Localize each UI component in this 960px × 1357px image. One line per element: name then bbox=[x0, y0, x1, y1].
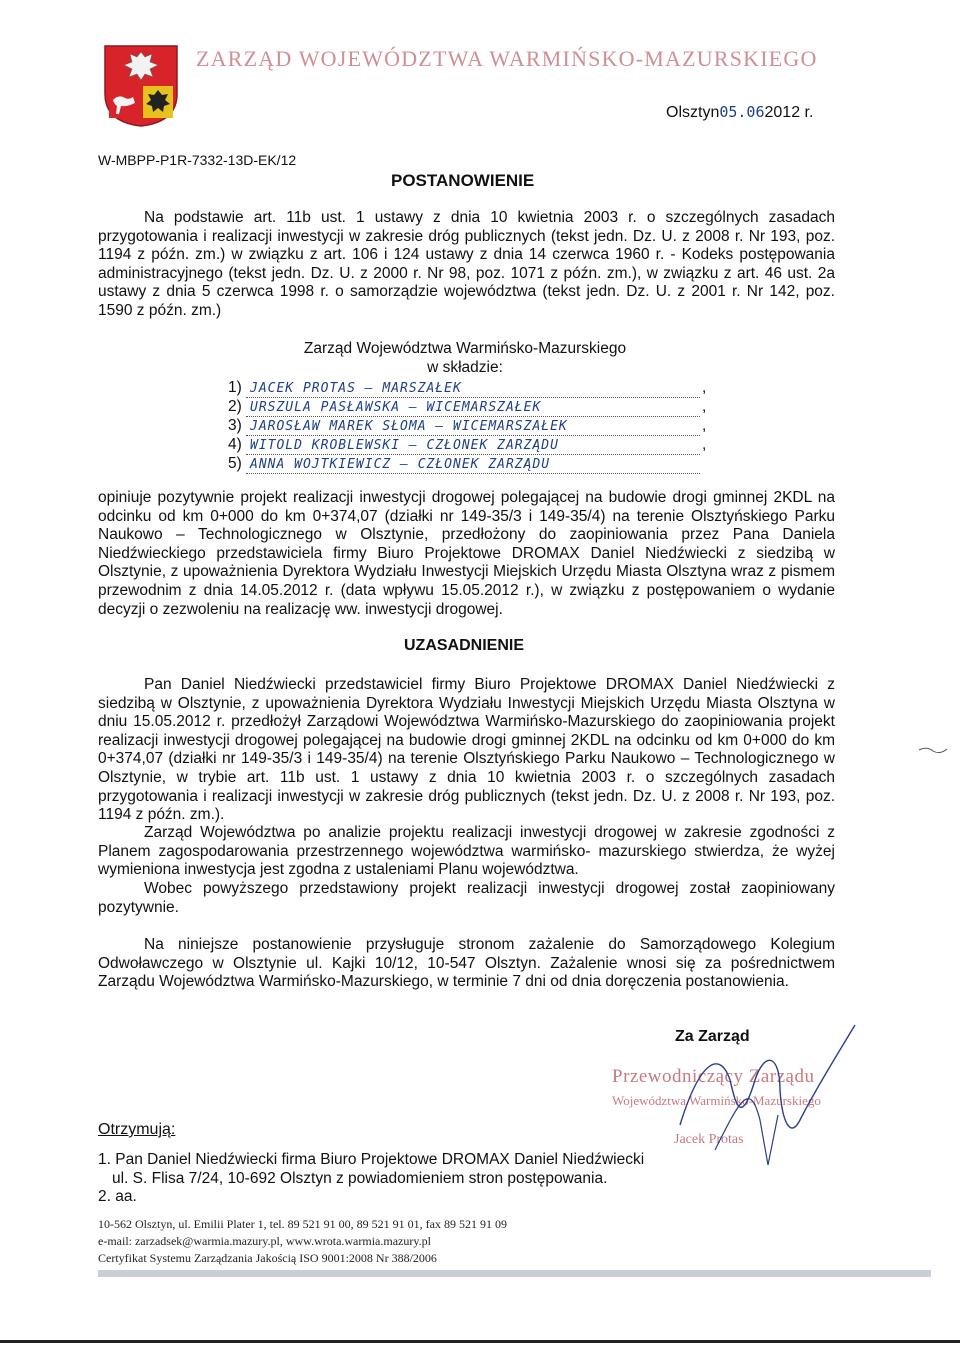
justification-text-2: Zarząd Województwa po analizie projektu realizacji inwestycji drogowej w zakresie zgodności z Planem zagospodarowania przestrzennego województwa warmińsko- mazurskiego stwierdza, że wyżej wymieniona inwestycja jest zgodna z ustaleniami Planu województwa. bbox=[98, 824, 835, 879]
margin-mark-icon bbox=[918, 745, 948, 755]
member-signature: JAROSŁAW MAREK SŁOMA – WICEMARSZAŁEK bbox=[246, 419, 700, 436]
justification-text-1: Pan Daniel Niedźwiecki przedstawiciel firmy Biuro Projektowe DROMAX Daniel Niedźwiecki z siedzibą w Olsztynie, z upoważnienia Dyrektora Wydziału Inwestycji Miejskich Urzędu Miasta Olsztyna w dniu 15.05.2012 r. przedłożył Zarządowi Województwa Warmińsko-Mazurskiego do zaopiniowania projekt realizacji inwestycji drogowej polegającej na budowie drogi gminnej 2KDL na odcinku od km 0+000 do km 0+374,07 (działki nr 149-35/3 i 149-35/4) na terenie Olsztyńskiego Parku Naukowo – Technologicznego w Olsztynie, w trybie art. 11b ust. 1 ustawy z dnia 10 kwietnia 2003 r. o szczególnych zasadach przygotowania i realizacji inwestycji w zakresie dróg publicznych (tekst jedn. Dz. U. z 2008 r. Nr 193, poz. 1194 z późn. zm.). bbox=[98, 676, 835, 824]
member-number: 2) bbox=[228, 398, 242, 415]
member-tail: , bbox=[702, 417, 707, 434]
for-board-label: Za Zarząd bbox=[675, 1028, 750, 1045]
legal-basis-paragraph bbox=[98, 209, 835, 321]
recipient-1-line-1: 1. Pan Daniel Niedźwiecki firma Biuro Projektowe DROMAX Daniel Niedźwiecki bbox=[98, 1151, 645, 1168]
member-signature: JACEK PROTAS – MARSZAŁEK bbox=[246, 381, 700, 398]
board-member-5 bbox=[228, 455, 702, 475]
footer-contact: e-mail: zarzadsek@warmia.mazury.pl, www.wrota.warmia.mazury.pl bbox=[98, 1234, 431, 1248]
place: Olsztyn bbox=[666, 104, 720, 121]
recipient-1 bbox=[98, 1150, 644, 1188]
board-member-4 bbox=[228, 436, 706, 456]
handwritten-signature-icon bbox=[640, 1020, 860, 1170]
scan-edge-line bbox=[0, 1340, 960, 1343]
office-name: ZARZĄD WOJEWÓDZTWA WARMIŃSKO-MAZURSKIEGO bbox=[196, 46, 818, 71]
stamp-line-1: Przewodniczący Zarządu bbox=[612, 1066, 815, 1087]
member-number: 4) bbox=[228, 436, 242, 453]
stamp-line-3: Jacek Protas bbox=[674, 1132, 744, 1147]
board-member-2 bbox=[228, 398, 706, 418]
footer-certificate: Certyfikat Systemu Zarządzania Jakością ISO 9001:2008 Nr 388/2006 bbox=[98, 1251, 437, 1265]
member-number: 1) bbox=[228, 379, 242, 396]
member-signature: WITOLD KROBLEWSKI – CZŁONEK ZARZĄDU bbox=[246, 438, 700, 455]
member-signature: ANNA WOJTKIEWICZ – CZŁONEK ZARZĄDU bbox=[246, 457, 700, 474]
recipient-1-line-2: ul. S. Flisa 7/24, 10-692 Olsztyn z powiadomieniem stron postępowania. bbox=[112, 1170, 608, 1187]
footer bbox=[98, 1216, 507, 1267]
recipient-2: 2. aa. bbox=[98, 1188, 137, 1205]
complaint-text: Na niniejsze postanowienie przysługuje stronom zażalenie do Samorządowego Kolegium Odwoławczego w Olsztynie ul. Kajki 10/12, 10-547 Olsztyn. Zażalenie wnosi się za pośrednictwem Zarządu Województwa Warmińsko-Mazurskiego, w terminie 7 dni od dnia doręczenia postanowienia. bbox=[98, 936, 835, 991]
justification-title: UZASADNIENIE bbox=[404, 637, 525, 654]
justification-text-3: Wobec powyższego przedstawiony projekt realizacji inwestycji drogowej został zaopiniowany pozytywnie. bbox=[98, 880, 835, 916]
footer-address: 10-562 Olsztyn, ul. Emilii Plater 1, tel. 89 521 91 00, 89 521 91 01, fax 89 521 91 09 bbox=[98, 1217, 507, 1231]
footer-divider bbox=[98, 1270, 931, 1277]
board-name: Zarząd Województwa Warmińsko-Mazurskiego bbox=[303, 340, 627, 357]
board-member-3 bbox=[228, 417, 706, 437]
member-number: 3) bbox=[228, 417, 242, 434]
member-signature: URSZULA PASŁAWSKA – WICEMARSZAŁEK bbox=[246, 400, 700, 417]
handwritten-date: 05.06 bbox=[719, 103, 765, 121]
legal-basis-text: Na podstawie art. 11b ust. 1 ustawy z dnia 10 kwietnia 2003 r. o szczególnych zasadach przygotowania i realizacji inwestycji w zakresie dróg publicznych (tekst jedn. Dz. U. z 2008 r. Nr 193, poz. 1194 z późn. zm.) w związku z art. 106 i 124 ustawy z dnia 14 czerwca 1960 r. - Kodeks postępowania administracyjnego (tekst jedn. Dz. U. z 2000 r. Nr 98, poz. 1071 z późn. zm.), w związku z art. 46 ust. 2a ustawy z dnia 5 czerwca 1998 r. o samorządzie województwa (tekst jedn. Dz. U. z 2001 r. Nr 142, poz. 1590 z późn. zm.) bbox=[98, 209, 835, 319]
place-date bbox=[666, 103, 813, 122]
justification-paragraph-2 bbox=[98, 824, 835, 880]
opinion-paragraph: opiniuje pozytywnie projekt realizacji inwestycji drogowej polegającej na budowie drogi gminnej 2KDL na odcinku od km 0+000 do km 0+374,07 (działki nr 149-35/3 i 149-35/4) na terenie Olsztyńskiego Parku Naukowo – Technologicznego w Olsztynie, przedłożony do zaopiniowania przez Pana Daniela Niedźwieckiego przedstawiciela firmy Biuro Projektowe DROMAX Daniel Niedźwiecki z siedzibą w Olsztynie, z upoważnienia Dyrektora Wydziału Inwestycji Miejskich Urzędu Miasta Olsztyna wraz z pismem przewodnim z dnia 14.05.2012 r. (data wpływu 15.05.2012 r.), w związku z postępowaniem o wydanie decyzji o zezwoleniu na realizację ww. inwestycji drogowej. bbox=[98, 489, 835, 618]
coat-of-arms-icon bbox=[103, 44, 179, 128]
reference-number: W-MBPP-P1R-7332-13D-EK/12 bbox=[98, 152, 297, 168]
member-number: 5) bbox=[228, 455, 242, 472]
composition-label: w składzie: bbox=[427, 359, 503, 376]
complaint-paragraph bbox=[98, 936, 835, 992]
year: 2012 r. bbox=[764, 104, 814, 121]
board-member-1 bbox=[228, 379, 706, 399]
recipients-title: Otrzymują: bbox=[98, 1121, 176, 1138]
member-tail: , bbox=[702, 436, 707, 453]
justification-paragraph-3 bbox=[98, 880, 835, 917]
member-tail: , bbox=[702, 398, 707, 415]
justification-paragraph-1 bbox=[98, 676, 835, 825]
member-tail: , bbox=[702, 379, 707, 396]
document-title: POSTANOWIENIE bbox=[391, 171, 535, 190]
stamp-line-2: Województwa Warmińsko-Mazurskiego bbox=[612, 1093, 821, 1108]
